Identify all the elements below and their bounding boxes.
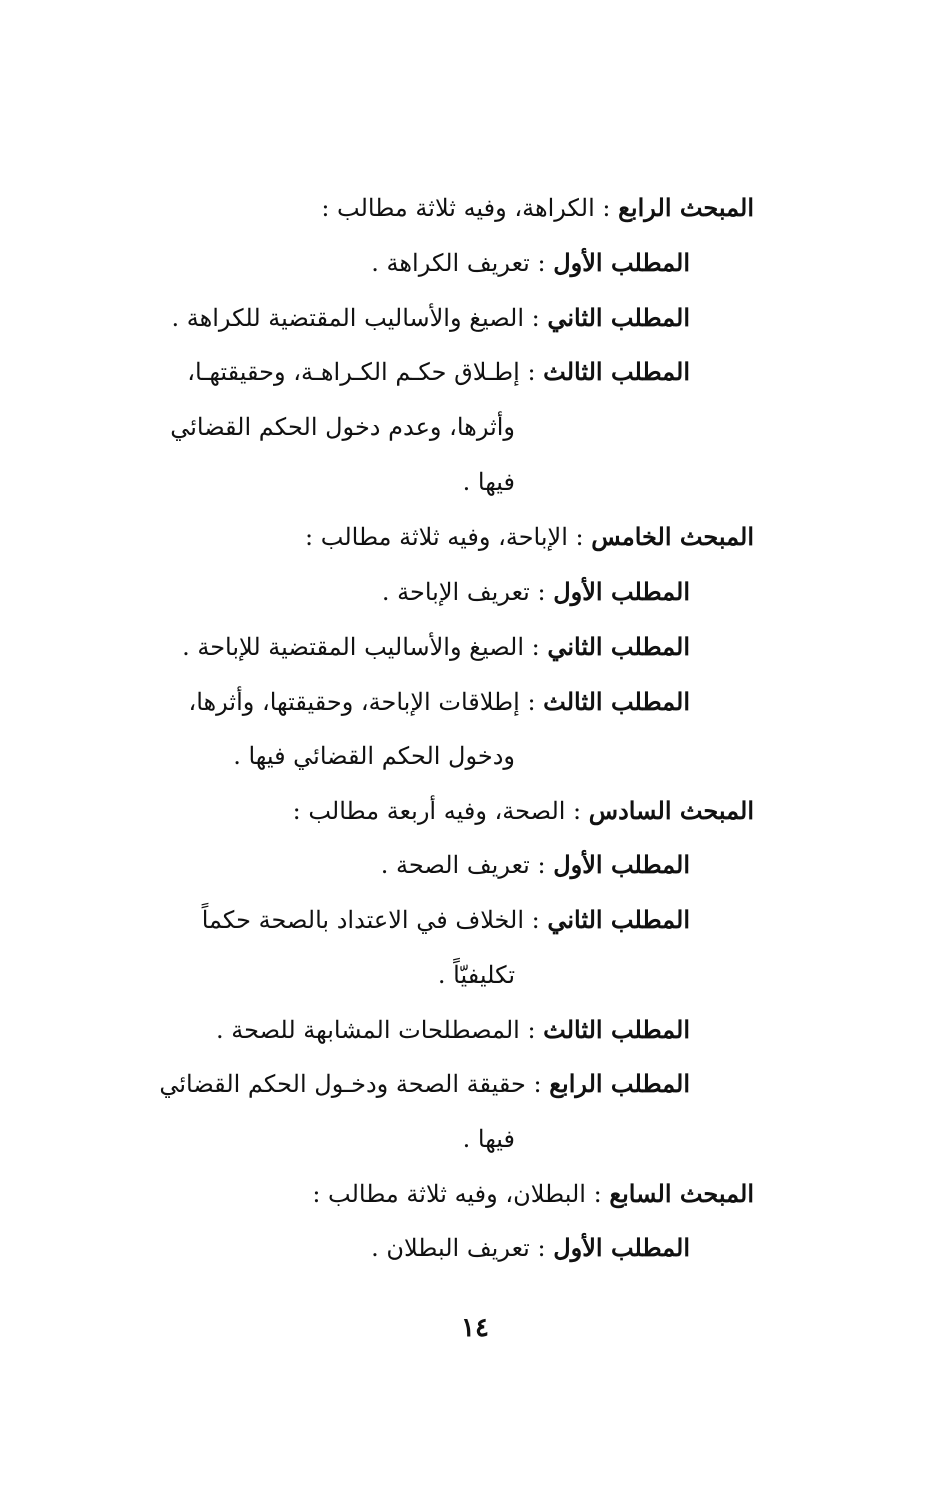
subsection-label: المطلب الأول [553,248,690,277]
subsection-line [0,298,950,338]
subsection-text: : الصيغ والأساليب المقتضية للإباحة . [182,633,540,661]
continuation-line [0,736,950,776]
continuation-line [0,462,950,502]
subsection-line [0,900,950,940]
continuation-text: فيها . [462,1125,515,1153]
continuation-line [0,1119,950,1159]
subsection-text: : تعريف الصحة . [380,851,546,879]
subsection-text: : المصطلحات المشابهة للصحة . [215,1016,536,1044]
continuation-text: فيها . [462,468,515,496]
continuation-line [0,955,950,995]
heading-label: المبحث الخامس [591,522,754,551]
subsection-line [0,682,950,722]
heading-label: المبحث السابع [609,1179,754,1208]
subsection-line [0,627,950,667]
continuation-text: ودخول الحكم القضائي فيها . [233,742,515,770]
subsection-text: : إطـلاق حكـم الكـراهـة، وحقيقتهـا، [187,358,536,386]
continuation-line [0,407,950,447]
subsection-line [0,572,950,612]
subsection-text: : حقيقة الصحة ودخـول الحكم القضائي [159,1070,542,1098]
subsection-text: : الصيغ والأساليب المقتضية للكراهة . [171,304,540,332]
section-heading [0,188,950,228]
subsection-line [0,845,950,885]
subsection-line [0,1064,950,1104]
heading-label: المبحث السادس [588,796,754,825]
subsection-label: المطلب الثالث [543,357,690,386]
subsection-label: المطلب الثاني [547,303,690,332]
heading-text: : الكراهة، وفيه ثلاثة مطالب : [321,194,611,222]
subsection-text: : تعريف الإباحة . [381,578,546,606]
subsection-text: : تعريف البطلان . [371,1234,546,1262]
subsection-text: : إطلاقات الإباحة، وحقيقتها، وأثرها، [188,688,536,716]
page-number: ١٤ [461,1313,489,1343]
subsection-text: : تعريف الكراهة . [371,249,546,277]
subsection-line [0,352,950,392]
subsection-label: المطلب الثاني [547,632,690,661]
subsection-line [0,1228,950,1268]
heading-text: : البطلان، وفيه ثلاثة مطالب : [312,1180,602,1208]
heading-text: : الإباحة، وفيه ثلاثة مطالب : [305,523,584,551]
subsection-label: المطلب الأول [553,577,690,606]
subsection-text: : الخلاف في الاعتداد بالصحة حكماً [201,906,540,934]
subsection-line [0,1010,950,1050]
subsection-label: المطلب الأول [553,850,690,879]
section-heading [0,517,950,557]
subsection-label: المطلب الثاني [547,905,690,934]
subsection-line [0,243,950,283]
subsection-label: المطلب الأول [553,1233,690,1262]
continuation-text: تكليفيّاً . [437,961,515,989]
heading-text: : الصحة، وفيه أربعة مطالب : [292,797,582,825]
subsection-label: المطلب الثالث [543,687,690,716]
continuation-text: وأثرها، وعدم دخول الحكم القضائي [170,413,515,441]
subsection-label: المطلب الرابع [549,1069,690,1098]
section-heading [0,791,950,831]
subsection-label: المطلب الثالث [543,1015,690,1044]
section-heading [0,1174,950,1214]
heading-label: المبحث الرابع [618,193,754,222]
